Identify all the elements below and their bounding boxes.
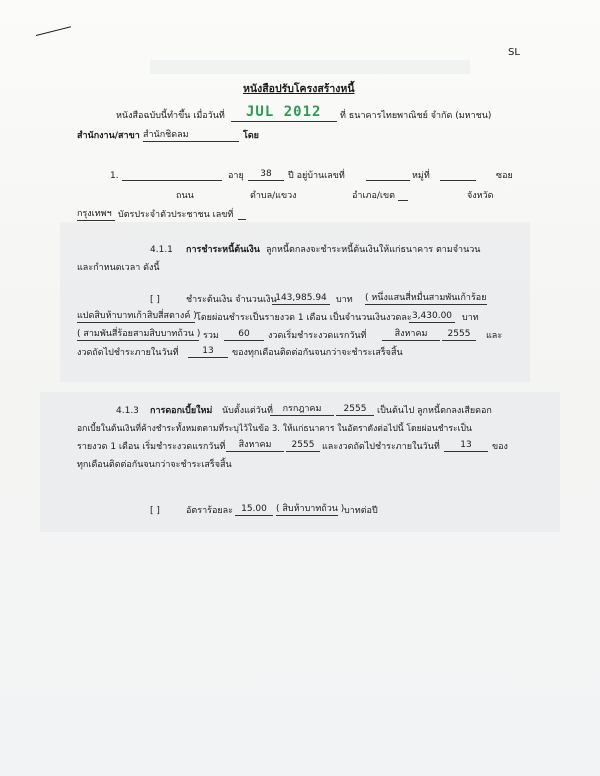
header-code: SL (508, 47, 520, 58)
installment-text: โดยผ่อนชำระเป็นรายงวด 1 เดือน เป็นจำนวนเงินงวดละ (196, 313, 412, 323)
section-411-heading: การชำระหนี้ต้นเงิน (186, 245, 260, 255)
principal-value: 143,985.94 (272, 293, 330, 305)
office-value: สำนักชิดลม (143, 130, 239, 142)
date-field (231, 121, 337, 122)
pen-mark (36, 26, 71, 36)
principal-words-1: ( หนึ่งแสนสี่หมื่นสามพันเก้าร้อย (365, 293, 487, 303)
rate-words: ( สิบห้าบาทถ้วน ) (276, 504, 345, 514)
total-label: รวม (203, 331, 219, 341)
date-stamp: JUL 2012 (246, 104, 322, 120)
principal-checkbox[interactable]: [ ] (150, 295, 160, 305)
rate-label: อัตราร้อยละ (186, 506, 233, 516)
name-field (122, 180, 222, 181)
section-411-number: 4.1.1 (150, 245, 173, 255)
age-value: 38 (248, 169, 284, 181)
rate-value: 15.00 (235, 504, 273, 516)
house-no-field (366, 180, 410, 181)
first-period-month: สิงหาคม (382, 329, 440, 341)
soi-label: ซอย (496, 171, 513, 181)
scan-shadow-top (150, 60, 470, 74)
start-year: 2555 (336, 404, 374, 416)
first-period-label: งวดเริ่มชำระงวดแรกวันที่ (268, 331, 367, 341)
next-period-label: งวดถัดไปชำระภายในวันที่ (77, 348, 179, 358)
start-label: นับตั้งแต่วันที่ (222, 406, 273, 416)
section-413-line2: อกเบี้ยในต้นเงินที่ค้างชำระทั้งหมดตามที่ระบุไว้ในข้อ 3. ให้แก่ธนาคาร ในอัตราดังต่อไปนี้ โดยผ่อนชำระเป็น (77, 424, 472, 434)
interest-first-month: สิงหาคม (226, 440, 284, 452)
section-411-text1: ลูกหนี้ตกลงจะชำระหนี้ต้นเงินให้แก่ธนาคาร ตามจำนวน (266, 245, 481, 255)
interest-next-day: 13 (444, 440, 488, 452)
interest-first-year: 2555 (286, 440, 320, 452)
road-label: ถนน (176, 191, 194, 201)
next-period-rest: ของทุกเดือนติดต่อกันจนกว่าจะชำระเสร็จสิ้น (232, 348, 403, 358)
province-label: จังหวัด (467, 191, 494, 201)
by-label: โดย (243, 131, 259, 141)
start-month: กรกฎาคม (270, 404, 334, 416)
start-rest: เป็นต้นไป ลูกหนี้ตกลงเสียดอก (377, 406, 492, 416)
section-413-line3-end: ของ (492, 442, 508, 452)
year-label: ปี อยู่บ้านเลขที่ (288, 171, 345, 181)
baht-label-1: บาท (336, 295, 353, 305)
and-label: และ (486, 331, 503, 341)
moo-label: หมู่ที่ (412, 171, 430, 181)
baht-label-2: บาท (462, 313, 479, 323)
installment-value: 3,430.00 (409, 311, 455, 323)
age-label: อายุ (228, 171, 244, 181)
id-label: บัตรประจำตัวประชาชน เลขที่ (118, 210, 234, 220)
total-periods: 60 (224, 329, 264, 341)
office-label: สำนักงาน/สาขา (77, 131, 140, 141)
principal-label: ชำระต้นเงิน จำนวนเงิน (186, 295, 277, 305)
section-413-heading: การดอกเบี้ยใหม่ (150, 406, 213, 416)
principal-words-2: แปดสิบห้าบาทเก้าสิบสี่สตางค์ ) (77, 311, 197, 321)
intro-prefix: หนังสือฉบับนี้ทำขึ้น เมื่อวันที่ (116, 111, 225, 121)
subdistrict-label: ตำบล/แขวง (250, 191, 297, 201)
rate-checkbox[interactable]: [ ] (150, 506, 160, 516)
section-413-line3-prefix: รายงวด 1 เดือน เริ่มชำระงวดแรกวันที่ (77, 442, 226, 452)
party-number: 1. (110, 171, 119, 181)
moo-field (440, 180, 476, 181)
district-field (398, 200, 408, 201)
section-413-line3-mid: และงวดถัดไปชำระภายในวันที่ (322, 442, 440, 452)
document-title: หนังสือปรับโครงสร้างหนี้ (243, 83, 355, 95)
first-period-year: 2555 (442, 329, 476, 341)
section-413-line4: ทุกเดือนติดต่อกันจนกว่าจะชำระเสร็จสิ้น (77, 460, 232, 470)
id-field (238, 219, 246, 220)
next-period-day: 13 (188, 346, 228, 358)
district-label: อำเภอ/เขต (352, 191, 395, 201)
rate-unit: บาทต่อปี (344, 506, 378, 516)
installment-words: ( สามพันสี่ร้อยสามสิบบาทถ้วน ) (77, 329, 201, 339)
bank-name: ที่ ธนาคารไทยพาณิชย์ จำกัด (มหาชน) (340, 111, 492, 121)
province-value: กรุงเทพฯ (77, 209, 115, 221)
section-413-number: 4.1.3 (116, 406, 139, 416)
section-411-text2: และกำหนดเวลา ดังนี้ (77, 263, 160, 273)
